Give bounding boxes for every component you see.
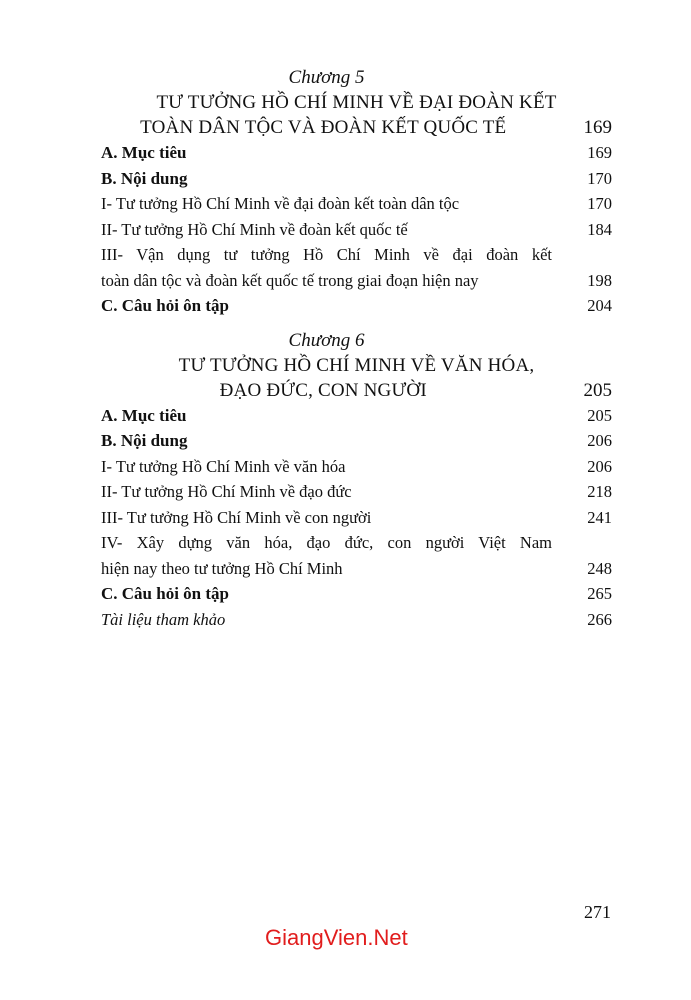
toc-entry (101, 581, 612, 607)
toc-entry-text: IV- Xây dựng văn hóa, đạo đức, con người Việt Nam (101, 533, 552, 552)
toc-entry (101, 191, 612, 217)
toc-entry (101, 140, 612, 166)
toc-entry-page: 170 (587, 168, 612, 188)
chapter-title-line (101, 353, 612, 378)
toc-entry-text: toàn dân tộc và đoàn kết quốc tế trong giai đoạn hiện nay (101, 270, 479, 290)
toc-entry-text: II- Tư tưởng Hồ Chí Minh về đoàn kết quốc tế (101, 219, 408, 239)
toc-entry-page: 218 (587, 482, 612, 501)
chapter-label: Chương 6 (288, 329, 365, 351)
toc-entry-text: hiện nay theo tư tưởng Hồ Chí Minh (101, 558, 343, 578)
toc-entry (101, 403, 612, 429)
toc-entry (101, 217, 612, 243)
toc-entry-text: II- Tư tưởng Hồ Chí Minh về đạo đức (101, 482, 352, 501)
toc-entry (101, 505, 612, 531)
chapter-6 (101, 329, 612, 633)
toc-entry-page: 169 (587, 143, 612, 162)
toc-entry-text: I- Tư tưởng Hồ Chí Minh về văn hóa (101, 456, 346, 476)
chapter-label: Chương 5 (288, 67, 365, 88)
toc-entry-page: 248 (587, 558, 612, 578)
toc-entry (101, 607, 612, 633)
chapter-title-text: TƯ TƯỞNG HỒ CHÍ MINH VỀ ĐẠI ĐOÀN KẾT (156, 92, 557, 113)
toc-entry (101, 166, 612, 192)
toc-entry (101, 479, 612, 505)
chapter-title-text: ĐẠO ĐỨC, CON NGƯỜI (219, 379, 427, 401)
toc-entry-page: 206 (587, 456, 612, 476)
chapter-5 (101, 66, 612, 319)
toc-entry (101, 428, 612, 454)
spacer (101, 319, 612, 329)
chapter-title-line (101, 115, 612, 140)
toc-entry-page: 170 (587, 194, 612, 213)
toc-entry-page: 266 (587, 609, 612, 629)
toc-entry-text: C. Câu hỏi ôn tập (101, 584, 230, 603)
toc-entry-page: 205 (587, 405, 612, 425)
toc-entry (101, 293, 612, 319)
toc-entry-text: I- Tư tưởng Hồ Chí Minh về đại đoàn kết toàn dân tộc (101, 194, 460, 213)
toc-entry-page: 265 (587, 584, 612, 603)
toc-entry-text: B. Nội dung (101, 431, 188, 450)
toc-entry-text: A. Mục tiêu (101, 405, 187, 425)
toc-entry-text: B. Nội dung (101, 168, 188, 188)
toc-entry-page: 206 (587, 431, 612, 450)
chapter-title-line (101, 90, 612, 115)
table-of-contents (101, 66, 612, 632)
page-number: 271 (584, 902, 611, 922)
toc-entry (101, 268, 612, 294)
chapter-title-page: 169 (583, 117, 612, 138)
toc-entry (101, 556, 612, 582)
toc-entry-text: III- Vận dụng tư tưởng Hồ Chí Minh về đại đoàn kết (101, 245, 552, 264)
toc-entry-text: Tài liệu tham khảo (101, 609, 226, 629)
toc-entry (101, 454, 612, 480)
chapter-title-text: TOÀN DÂN TỘC VÀ ĐOÀN KẾT QUỐC TẾ (140, 117, 507, 138)
chapter-title-page: 205 (583, 379, 612, 401)
toc-entry-page: 241 (587, 507, 612, 527)
watermark: GiangVien.Net (265, 925, 408, 950)
toc-entry-text: A. Mục tiêu (101, 143, 187, 162)
chapter-title-line (101, 378, 612, 403)
toc-entry-text: C. Câu hỏi ôn tập (101, 296, 230, 315)
toc-entry-text: III- Tư tưởng Hồ Chí Minh về con người (101, 507, 372, 527)
chapter-title-text: TƯ TƯỞNG HỒ CHÍ MINH VỀ VĂN HÓA, (178, 354, 535, 376)
toc-entry-line (101, 242, 612, 268)
toc-entry-page: 204 (587, 296, 612, 315)
toc-entry-line (101, 530, 612, 556)
toc-entry-page: 184 (587, 219, 612, 239)
toc-entry-page: 198 (587, 270, 612, 290)
